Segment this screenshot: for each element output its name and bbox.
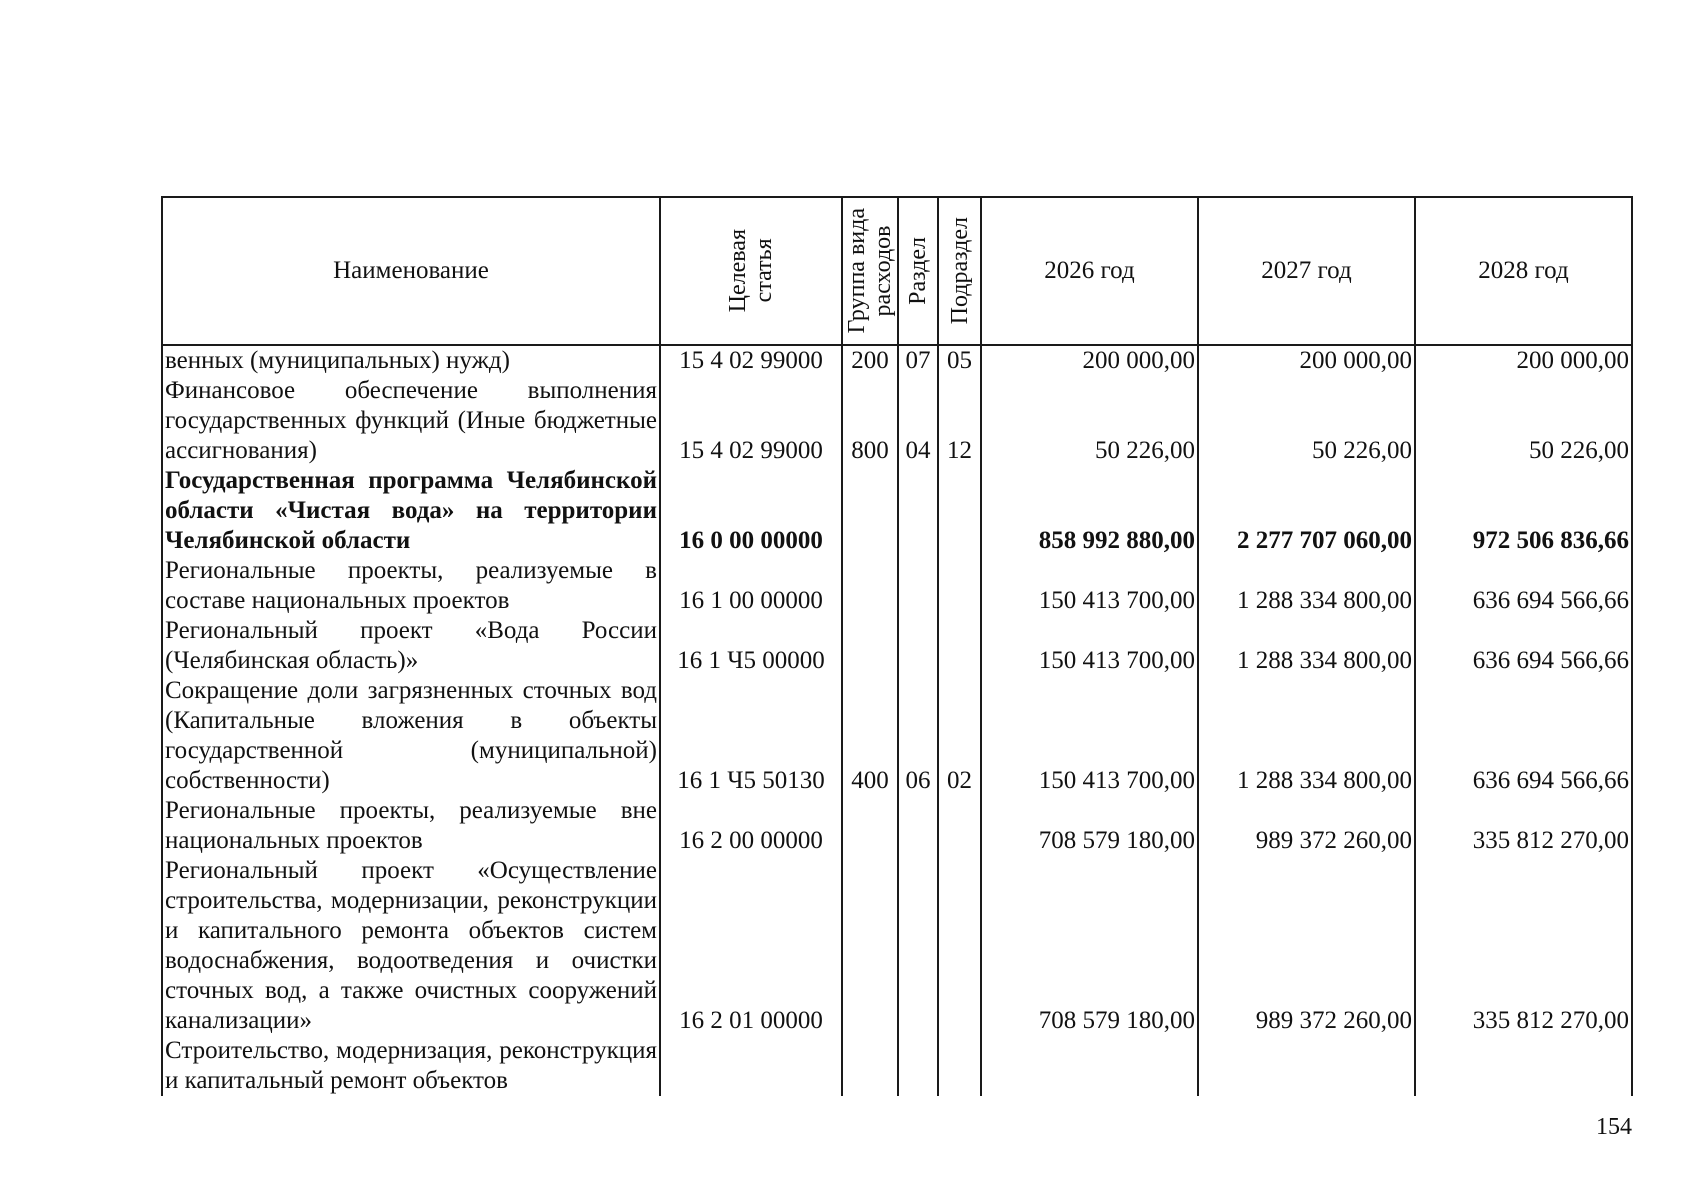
table-body bbox=[162, 345, 1632, 1096]
header-target-article-label: Целевая статья bbox=[725, 229, 777, 313]
row-section: 06 bbox=[898, 676, 938, 796]
row-expense-group bbox=[842, 616, 898, 676]
row-name: Финансовое обеспечение выполнения государственных функций (Иные бюджетные ассигнования) bbox=[162, 376, 660, 466]
row-name: Сокращение доли загрязненных сточных вод (Капитальные вложения в объекты государственной (муниципальной) собственности) bbox=[162, 676, 660, 796]
row-name: Региональные проекты, реализуемые в составе национальных проектов bbox=[162, 556, 660, 616]
header-year-2027: 2027 год bbox=[1198, 197, 1415, 345]
row-target-article: 15 4 02 99000 bbox=[660, 345, 842, 376]
row-name: Региональный проект «Осуществление строительства, модернизации, реконструкции и капитального ремонта объектов систем водоснабжения, водоотведения и очистки сточных вод, а также очистных сооружений канализации» bbox=[162, 856, 660, 1036]
row-subsection bbox=[938, 856, 981, 1036]
row-value-2026: 708 579 180,00 bbox=[981, 796, 1198, 856]
table-row bbox=[162, 796, 1632, 856]
header-section bbox=[898, 197, 938, 345]
row-expense-group bbox=[842, 856, 898, 1036]
row-section bbox=[898, 616, 938, 676]
row-expense-group bbox=[842, 1036, 898, 1096]
table-row bbox=[162, 1036, 1632, 1096]
row-section: 07 bbox=[898, 345, 938, 376]
table-row bbox=[162, 376, 1632, 466]
row-value-2027: 989 372 260,00 bbox=[1198, 796, 1415, 856]
budget-table bbox=[161, 196, 1633, 1096]
table-header bbox=[162, 197, 1632, 345]
row-target-article: 16 0 00 00000 bbox=[660, 466, 842, 556]
header-section-label: Раздел bbox=[905, 237, 931, 305]
header-name: Наименование bbox=[162, 197, 660, 345]
row-value-2026: 708 579 180,00 bbox=[981, 856, 1198, 1036]
row-section bbox=[898, 796, 938, 856]
row-value-2028: 335 812 270,00 bbox=[1415, 796, 1632, 856]
row-subsection: 12 bbox=[938, 376, 981, 466]
row-section bbox=[898, 1036, 938, 1096]
row-value-2028: 636 694 566,66 bbox=[1415, 616, 1632, 676]
row-subsection bbox=[938, 796, 981, 856]
header-subsection bbox=[938, 197, 981, 345]
row-target-article: 16 1 00 00000 bbox=[660, 556, 842, 616]
table-row bbox=[162, 676, 1632, 796]
row-name: Строительство, модернизация, реконструкция и капитальный ремонт объектов bbox=[162, 1036, 660, 1096]
row-value-2026: 200 000,00 bbox=[981, 345, 1198, 376]
row-value-2026: 858 992 880,00 bbox=[981, 466, 1198, 556]
row-target-article: 16 1 Ч5 50130 bbox=[660, 676, 842, 796]
row-target-article: 15 4 02 99000 bbox=[660, 376, 842, 466]
row-value-2028: 200 000,00 bbox=[1415, 345, 1632, 376]
row-value-2027: 1 288 334 800,00 bbox=[1198, 616, 1415, 676]
header-year-2028: 2028 год bbox=[1415, 197, 1632, 345]
row-name: Региональный проект «Вода России (Челябинская область)» bbox=[162, 616, 660, 676]
header-target-article bbox=[660, 197, 842, 345]
table-row bbox=[162, 856, 1632, 1036]
row-value-2027 bbox=[1198, 1036, 1415, 1096]
row-subsection: 05 bbox=[938, 345, 981, 376]
row-expense-group bbox=[842, 796, 898, 856]
row-value-2028: 972 506 836,66 bbox=[1415, 466, 1632, 556]
row-subsection bbox=[938, 616, 981, 676]
row-subsection bbox=[938, 556, 981, 616]
row-value-2026: 150 413 700,00 bbox=[981, 676, 1198, 796]
header-subsection-label: Подраздел bbox=[946, 217, 973, 325]
row-target-article: 16 2 01 00000 bbox=[660, 856, 842, 1036]
row-name: венных (муниципальных) нужд) bbox=[162, 345, 660, 376]
row-section bbox=[898, 556, 938, 616]
row-value-2028: 50 226,00 bbox=[1415, 376, 1632, 466]
row-name: Региональные проекты, реализуемые вне национальных проектов bbox=[162, 796, 660, 856]
row-value-2026: 150 413 700,00 bbox=[981, 556, 1198, 616]
table-row bbox=[162, 556, 1632, 616]
row-expense-group: 800 bbox=[842, 376, 898, 466]
row-value-2027: 50 226,00 bbox=[1198, 376, 1415, 466]
row-value-2027: 989 372 260,00 bbox=[1198, 856, 1415, 1036]
row-value-2026 bbox=[981, 1036, 1198, 1096]
row-subsection bbox=[938, 466, 981, 556]
row-expense-group: 200 bbox=[842, 345, 898, 376]
row-section: 04 bbox=[898, 376, 938, 466]
header-expense-group bbox=[842, 197, 898, 345]
page-number: 154 bbox=[1596, 1114, 1632, 1140]
row-expense-group: 400 bbox=[842, 676, 898, 796]
row-value-2028: 636 694 566,66 bbox=[1415, 556, 1632, 616]
row-section bbox=[898, 466, 938, 556]
row-subsection: 02 bbox=[938, 676, 981, 796]
row-value-2028: 636 694 566,66 bbox=[1415, 676, 1632, 796]
row-name: Государственная программа Челябинской области «Чистая вода» на территории Челябинской области bbox=[162, 466, 660, 556]
header-expense-group-label: Группа вида расходов bbox=[844, 208, 896, 334]
table-row bbox=[162, 466, 1632, 556]
row-value-2027: 200 000,00 bbox=[1198, 345, 1415, 376]
row-subsection bbox=[938, 1036, 981, 1096]
row-value-2027: 1 288 334 800,00 bbox=[1198, 556, 1415, 616]
row-value-2028: 335 812 270,00 bbox=[1415, 856, 1632, 1036]
row-value-2026: 50 226,00 bbox=[981, 376, 1198, 466]
row-target-article bbox=[660, 1036, 842, 1096]
row-value-2027: 1 288 334 800,00 bbox=[1198, 676, 1415, 796]
row-section bbox=[898, 856, 938, 1036]
row-expense-group bbox=[842, 556, 898, 616]
row-value-2027: 2 277 707 060,00 bbox=[1198, 466, 1415, 556]
row-value-2026: 150 413 700,00 bbox=[981, 616, 1198, 676]
row-target-article: 16 1 Ч5 00000 bbox=[660, 616, 842, 676]
row-value-2028 bbox=[1415, 1036, 1632, 1096]
row-expense-group bbox=[842, 466, 898, 556]
header-year-2026: 2026 год bbox=[981, 197, 1198, 345]
table-row bbox=[162, 345, 1632, 376]
table-row bbox=[162, 616, 1632, 676]
row-target-article: 16 2 00 00000 bbox=[660, 796, 842, 856]
